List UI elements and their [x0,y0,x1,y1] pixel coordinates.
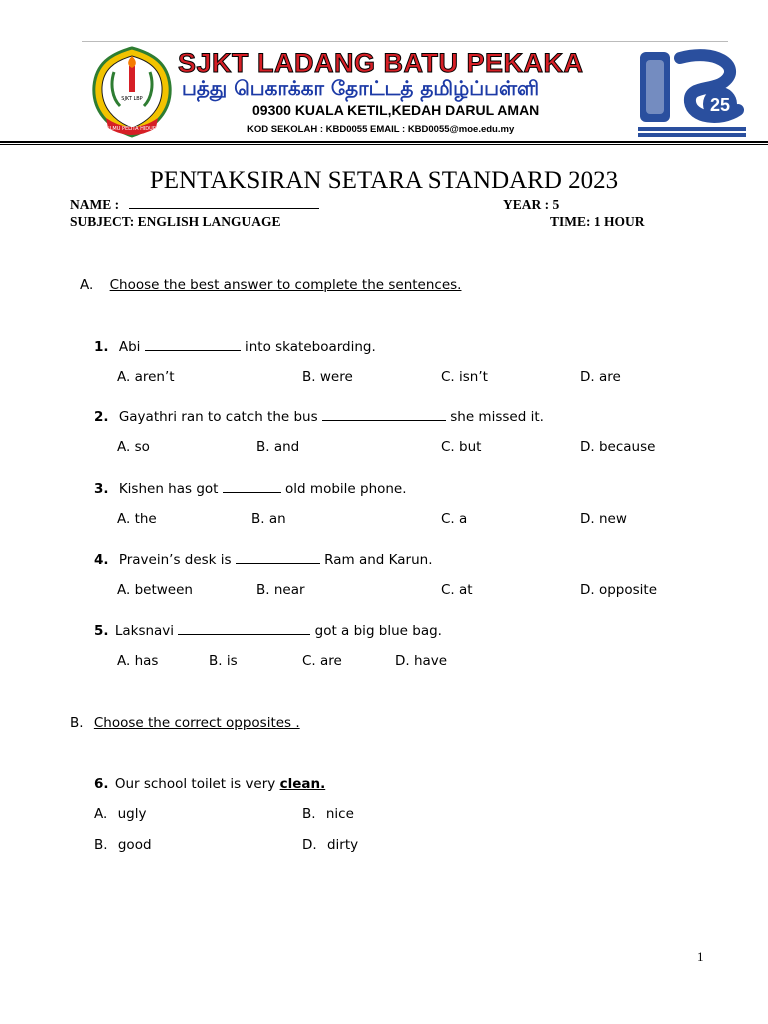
option-a[interactable] [94,806,146,822]
time-label: TIME: 1 HOUR [550,214,645,229]
section-a-heading [80,277,461,293]
option-letter: D. [302,837,317,853]
question-number: 4. [94,552,109,568]
option-c[interactable]: C. isn’t [441,369,488,385]
question-1 [94,339,376,355]
option-d[interactable]: D. new [580,511,627,527]
option-a[interactable]: A. aren’t [117,369,175,385]
question-5 [94,623,442,639]
question-number: 3. [94,481,109,497]
option-d[interactable]: D. are [580,369,621,385]
option-text: nice [325,806,354,822]
school-crest-icon [84,44,180,140]
option-a[interactable]: A. the [117,511,157,527]
option-b[interactable]: B. and [256,439,300,455]
question-text-before: Laksnavi [114,623,175,639]
option-b[interactable] [302,806,354,822]
question-3 [94,481,407,497]
header-top-rule [82,41,728,42]
option-c[interactable]: C. at [441,582,473,598]
anniversary-25-logo-icon [636,48,754,138]
school-code-email: KOD SEKOLAH : KBD0055 EMAIL : KBD0055@moe.edu.my [247,124,515,135]
section-b-instruction: Choose the correct opposites . [93,715,300,731]
option-c[interactable] [94,837,152,853]
question-text-before: Gayathri ran to catch the bus [118,409,318,425]
section-b-heading [70,715,300,731]
question-text-after: old mobile phone. [285,481,407,497]
exam-title: PENTAKSIRAN SETARA STANDARD 2023 [149,167,619,194]
question-text-after: Ram and Karun. [324,552,433,568]
page-number: 1 [697,949,704,964]
section-a-instruction: Choose the best answer to complete the sentences. [109,277,462,293]
answer-blank[interactable] [145,340,241,351]
option-c[interactable]: C. a [441,511,468,527]
option-text: good [117,837,152,853]
question-number: 6. [94,776,109,792]
question-4 [94,552,433,568]
option-c[interactable]: C. are [302,653,342,669]
question-number: 2. [94,409,109,425]
school-address: 09300 KUALA KETIL,KEDAH DARUL AMAN [252,102,540,118]
crest-motto: ILMU PELITA HIDUP [108,126,156,132]
question-6 [94,776,325,792]
logo-number: 25 [709,95,731,115]
option-b[interactable]: B. an [251,511,286,527]
name-row [70,197,319,213]
option-b[interactable]: B. were [302,369,353,385]
option-letter: B. [94,837,108,853]
answer-blank[interactable] [322,410,446,421]
question-text-before: Kishen has got [118,481,219,497]
question-text-after: she missed it. [450,409,544,425]
section-a-letter: A. [80,277,94,293]
subject-label: SUBJECT: ENGLISH LANGUAGE [70,214,281,229]
option-letter: B. [302,806,316,822]
question-text-after: into skateboarding. [244,339,376,355]
option-letter: A. [94,806,108,822]
answer-blank[interactable] [223,482,281,493]
question-emphasis-word: clean. [279,776,326,792]
section-b-letter: B. [70,715,84,731]
option-a[interactable]: A. between [117,582,193,598]
option-d[interactable]: D. have [395,653,448,669]
question-text-after: got a big blue bag. [314,623,442,639]
question-text-before: Our school toilet is very [114,776,276,792]
option-d[interactable]: D. because [580,439,656,455]
question-text-before: Pravein’s desk is [118,552,232,568]
option-b[interactable]: B. near [256,582,305,598]
option-d[interactable]: D. opposite [580,582,658,598]
question-number: 5. [94,623,109,639]
school-name: SJKT LADANG BATU PEKAKA [178,48,584,78]
question-2 [94,409,544,425]
name-blank[interactable] [129,198,319,209]
answer-blank[interactable] [236,553,320,564]
year-label: YEAR : 5 [503,197,560,212]
option-text: ugly [117,806,147,822]
option-a[interactable]: A. so [117,439,150,455]
school-name-tamil: பத்து பெகாக்கா தோட்டத் தமிழ்ப்பள்ளி [182,76,540,100]
crest-text: SJKT LBP [121,96,143,102]
header-rule-thin [0,144,768,145]
question-number: 1. [94,339,109,355]
name-label: NAME : [70,197,120,212]
header-rule [0,141,768,143]
question-text-before: Abi [118,339,141,355]
option-a[interactable]: A. has [117,653,159,669]
option-b[interactable]: B. is [209,653,238,669]
answer-blank[interactable] [178,624,310,635]
option-d[interactable] [302,837,358,853]
option-text: dirty [326,837,359,853]
option-c[interactable]: C. but [441,439,482,455]
